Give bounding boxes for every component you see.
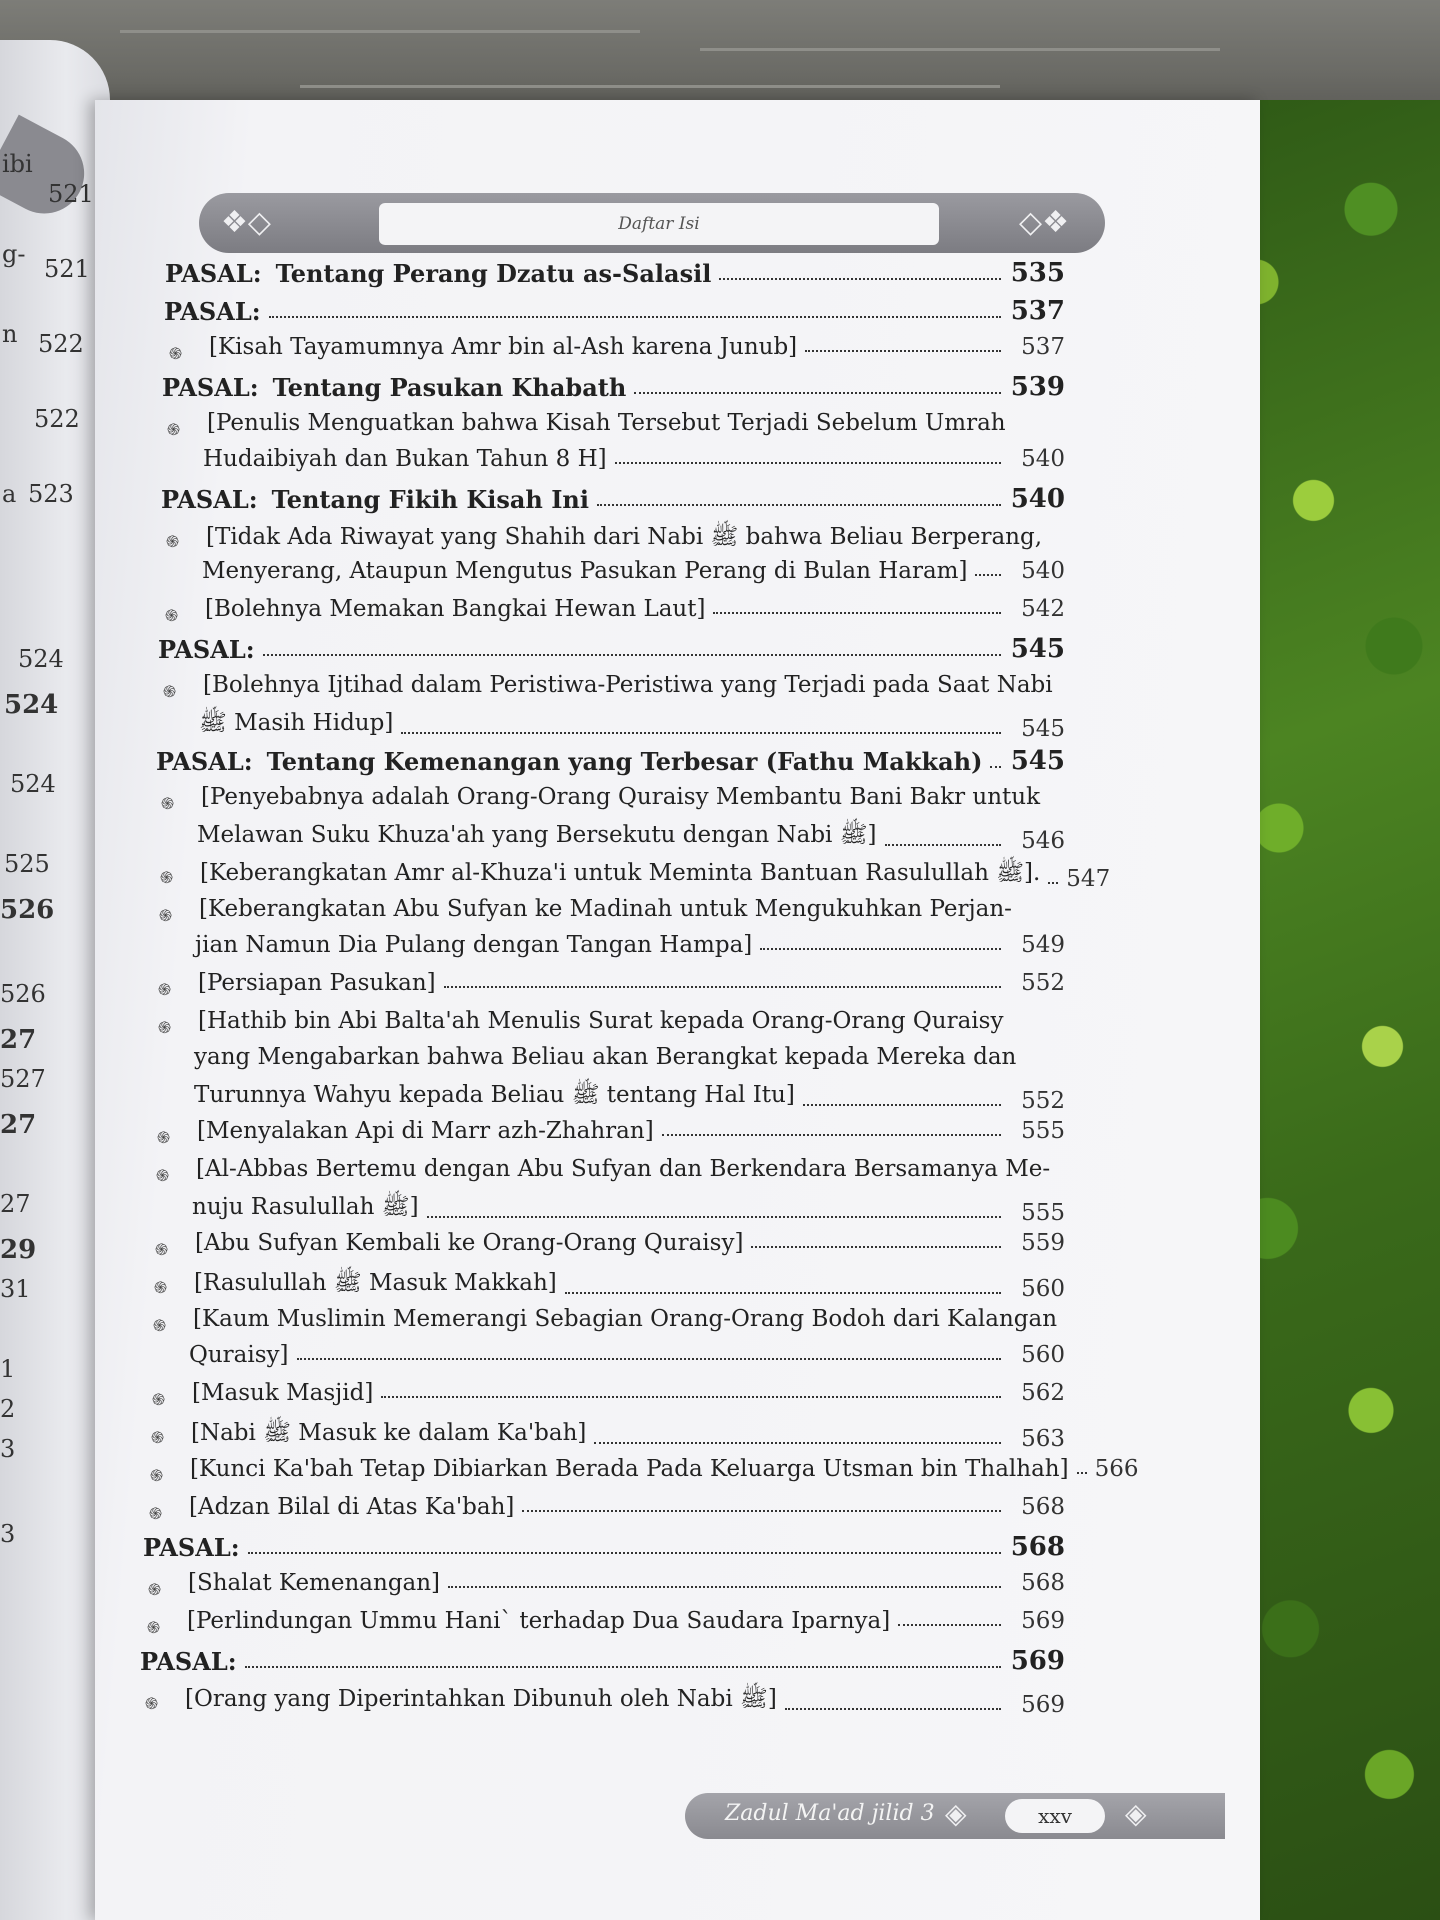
dot-leader	[662, 1134, 1001, 1136]
dot-leader	[401, 732, 1001, 734]
dot-leader	[803, 1104, 1001, 1106]
bullet-icon: ֍	[161, 794, 175, 813]
wall-brick-line	[120, 30, 640, 33]
page-ref: 552	[1021, 970, 1065, 996]
dot-leader	[594, 1442, 1001, 1444]
previous-page-number: 27	[0, 1025, 37, 1055]
toc-entry-line: [Keberangkatan Abu Sufyan ke Madinah untuk Mengukuhkan Perjan-	[199, 896, 1012, 922]
dot-leader	[1048, 882, 1058, 884]
page-ref: 549	[1021, 932, 1065, 958]
bullet-icon: ֍	[153, 1316, 167, 1335]
dot-leader	[448, 1586, 1001, 1588]
dot-leader	[381, 1396, 1001, 1398]
dot-leader	[785, 1708, 1001, 1710]
chapter-label: PASAL:	[143, 1533, 240, 1562]
previous-page	[0, 40, 110, 1920]
flourish-left-icon: ❖◇	[221, 205, 271, 240]
dot-leader	[713, 612, 1001, 614]
book-title: Zadul Ma'ad jilid 3	[725, 1801, 935, 1826]
toc-entry-row[interactable]	[191, 1418, 1065, 1452]
toc-chapter-row[interactable]	[156, 746, 1065, 776]
chapter-label: PASAL:	[165, 259, 262, 288]
dot-leader	[245, 1666, 1001, 1668]
dot-leader	[248, 1552, 1001, 1554]
toc-entry-line: Quraisy]	[189, 1342, 289, 1368]
dot-leader	[898, 1624, 1001, 1626]
previous-page-number: 27	[0, 1190, 31, 1218]
page-ref: 559	[1021, 1230, 1065, 1256]
previous-page-number: 525	[4, 850, 50, 878]
toc-entry-line: [Perlindungan Ummu Hani` terhadap Dua Saudara Iparnya]	[187, 1608, 891, 1634]
page-ref: 537	[1010, 296, 1065, 326]
bullet-icon: ֍	[160, 868, 174, 887]
dot-leader	[263, 654, 1001, 656]
page-ref: 560	[1021, 1342, 1065, 1368]
dot-leader	[444, 986, 1001, 988]
page-number: xxv	[1005, 1799, 1105, 1833]
toc-entry-row[interactable]	[195, 932, 1065, 958]
page-ref: 552	[1021, 1088, 1065, 1114]
toc-entry-row[interactable]	[209, 334, 1065, 360]
toc-entry-line: Melawan Suku Khuza'ah yang Bersekutu dengan Nabi ﷺ]	[197, 822, 877, 848]
chapter-label: PASAL:	[162, 373, 259, 402]
chapter-title: Tentang Pasukan Khabath	[272, 373, 627, 402]
wall-brick-line	[700, 48, 1220, 51]
previous-page-number: 526	[0, 980, 46, 1008]
toc-entry-line: [Menyalakan Api di Marr azh-Zhahran]	[197, 1118, 654, 1144]
bullet-icon: ֍	[167, 420, 181, 439]
toc-entry-line: [Abu Sufyan Kembali ke Orang-Orang Quraisy]	[195, 1230, 744, 1256]
page-ref: 545	[1010, 746, 1065, 776]
chapter-label: PASAL:	[156, 747, 253, 776]
previous-page-number: 1	[0, 1355, 16, 1383]
toc-entry-line: [Penulis Menguatkan bahwa Kisah Tersebut Terjadi Sebelum Umrah	[207, 410, 1006, 436]
page-ref: 540	[1010, 484, 1065, 514]
toc-entry-line: [Persiapan Pasukan]	[198, 970, 436, 996]
toc-entry-line: [Orang yang Diperintahkan Dibunuh oleh Nabi ﷺ]	[185, 1686, 777, 1712]
dot-leader	[597, 504, 1001, 506]
previous-page-number: 521	[44, 255, 90, 283]
previous-page-number: 522	[34, 405, 80, 433]
previous-page-text-fragment: ibi	[2, 150, 33, 178]
dot-leader	[1077, 1472, 1087, 1474]
page-ref: 563	[1021, 1426, 1065, 1452]
chapter-label: PASAL:	[140, 1647, 237, 1676]
toc-entry-row[interactable]	[194, 1080, 1065, 1114]
bullet-icon: ֍	[155, 1240, 169, 1259]
toc-chapter-row[interactable]	[165, 258, 1065, 288]
toc-entry-line: [Hathib bin Abi Balta'ah Menulis Surat kepada Orang-Orang Quraisy	[198, 1008, 1004, 1034]
toc-entry-row[interactable]	[198, 970, 1065, 996]
dot-leader	[751, 1246, 1001, 1248]
toc-entry-row[interactable]	[197, 1118, 1065, 1144]
toc-entry-line: [Bolehnya Ijtihad dalam Peristiwa-Peristiwa yang Terjadi pada Saat Nabi	[203, 672, 1053, 698]
previous-page-number: 524	[4, 690, 59, 720]
page-title: Daftar Isi	[618, 214, 700, 234]
previous-page-number: 521	[48, 180, 94, 208]
toc-entry-row[interactable]	[205, 596, 1065, 622]
page-ref: 545	[1021, 716, 1065, 742]
dot-leader	[990, 766, 1001, 768]
page-ref: 569	[1021, 1692, 1065, 1718]
toc-entry-row[interactable]	[199, 708, 1065, 742]
page-ref: 555	[1021, 1200, 1065, 1226]
previous-page-number: 524	[18, 645, 64, 673]
page-footer	[685, 1793, 1225, 1839]
toc-page	[95, 100, 1260, 1920]
toc-entry-row[interactable]	[189, 1342, 1065, 1368]
previous-page-number: 527	[0, 1065, 46, 1093]
bullet-icon: ֍	[157, 1128, 171, 1147]
toc-entry-row[interactable]	[187, 1608, 1065, 1634]
bullet-icon: ֍	[149, 1504, 163, 1523]
toc-entry-row[interactable]	[200, 858, 1111, 892]
bullet-icon: ֍	[169, 344, 183, 363]
dot-leader	[427, 1216, 1001, 1218]
page-ref: 568	[1010, 1532, 1065, 1562]
previous-page-number: 2	[0, 1395, 16, 1423]
toc-entry-row[interactable]	[195, 1230, 1065, 1256]
toc-entry-line: [Al-Abbas Bertemu dengan Abu Sufyan dan Berkendara Bersamanya Me-	[196, 1156, 1051, 1182]
dot-leader	[719, 278, 1001, 280]
dot-leader	[634, 392, 1001, 394]
page-ref: 540	[1021, 446, 1065, 472]
page-ref: 569	[1021, 1608, 1065, 1634]
flourish-right-icon: ◈	[1125, 1797, 1147, 1830]
bullet-icon: ֍	[166, 532, 180, 551]
dot-leader	[975, 574, 1001, 576]
dot-leader	[565, 1292, 1001, 1294]
previous-page-number: 27	[0, 1110, 37, 1140]
dot-leader	[760, 948, 1001, 950]
toc-entry-line: Menyerang, Ataupun Mengutus Pasukan Perang di Bulan Haram]	[202, 558, 968, 584]
chapter-title: Tentang Fikih Kisah Ini	[271, 485, 589, 514]
toc-entry-line: [Keberangkatan Amr al-Khuza'i untuk Meminta Bantuan Rasulullah ﷺ].	[200, 860, 1041, 886]
toc-entry-line: [Rasulullah ﷺ Masuk Makkah]	[194, 1270, 557, 1296]
page-ref: 555	[1021, 1118, 1065, 1144]
toc-entry-line: [Penyebabnya adalah Orang-Orang Quraisy Membantu Bani Bakr untuk	[201, 784, 1041, 810]
page-ref: 566	[1094, 1456, 1139, 1482]
previous-page-number: 3	[0, 1520, 16, 1548]
toc-entry-line: [Bolehnya Memakan Bangkai Hewan Laut]	[205, 596, 706, 622]
dot-leader	[522, 1510, 1001, 1512]
chapter-title: Tentang Kemenangan yang Terbesar (Fathu Makkah)	[266, 747, 983, 776]
toc-chapter-row[interactable]	[143, 1532, 1065, 1562]
page-ref: 568	[1021, 1494, 1065, 1520]
bullet-icon: ֍	[159, 906, 173, 925]
page-header	[199, 193, 1105, 253]
toc-entry-row[interactable]	[190, 1456, 1139, 1482]
bullet-icon: ֍	[147, 1618, 161, 1637]
previous-page-number: 31	[0, 1275, 31, 1303]
toc-entry-line: yang Mengabarkan bahwa Beliau akan Berangkat kepada Mereka dan	[194, 1044, 1017, 1070]
page-ref: 569	[1010, 1646, 1065, 1676]
wall-brick-line	[300, 85, 1000, 88]
bullet-icon: ֍	[145, 1694, 159, 1713]
bullet-icon: ֍	[152, 1390, 166, 1409]
bullet-icon: ֍	[151, 1428, 165, 1447]
page-ref: 535	[1010, 258, 1065, 288]
page-ref: 560	[1021, 1276, 1065, 1302]
page-ref: 542	[1021, 596, 1065, 622]
previous-page-number: 29	[0, 1235, 37, 1265]
page-ref: 539	[1010, 372, 1065, 402]
toc-entry-row[interactable]	[202, 558, 1065, 584]
previous-page-number: 526	[0, 895, 55, 925]
toc-chapter-row[interactable]	[164, 296, 1065, 326]
previous-page-text-fragment: n	[2, 320, 18, 348]
toc-entry-row[interactable]	[185, 1684, 1065, 1718]
toc-entry-line: [Adzan Bilal di Atas Ka'bah]	[189, 1494, 515, 1520]
toc-entry-row[interactable]	[192, 1380, 1065, 1406]
toc-entry-row[interactable]	[192, 1192, 1065, 1226]
page-ref: 562	[1021, 1380, 1065, 1406]
toc-entry-row[interactable]	[188, 1570, 1065, 1596]
toc-entry-line: Hudaibiyah dan Bukan Tahun 8 H]	[203, 446, 607, 472]
toc-entry-line: jian Namun Dia Pulang dengan Tangan Hampa]	[195, 932, 753, 958]
page-ref: 540	[1021, 558, 1065, 584]
bullet-icon: ֍	[148, 1580, 162, 1599]
bullet-icon: ֍	[163, 682, 177, 701]
toc-chapter-row[interactable]	[140, 1646, 1065, 1676]
bullet-icon: ֍	[158, 1018, 172, 1037]
dot-leader	[297, 1358, 1001, 1360]
toc-entry-line: [Shalat Kemenangan]	[188, 1570, 441, 1596]
previous-page-text-fragment: a	[2, 480, 17, 508]
toc-entry-line: [Nabi ﷺ Masuk ke dalam Ka'bah]	[191, 1420, 587, 1446]
toc-chapter-row[interactable]	[161, 484, 1065, 514]
flourish-left-icon: ◈	[945, 1797, 967, 1830]
toc-chapter-row[interactable]	[162, 372, 1065, 402]
dot-leader	[269, 316, 1001, 318]
previous-page-number: 523	[28, 480, 74, 508]
bullet-icon: ֍	[165, 606, 179, 625]
chapter-label: PASAL:	[161, 485, 258, 514]
toc-entry-line: [Kaum Muslimin Memerangi Sebagian Orang-Orang Bodoh dari Kalangan	[193, 1306, 1058, 1332]
flourish-right-icon: ◇❖	[1019, 205, 1069, 240]
page-ref: 545	[1010, 634, 1065, 664]
previous-page-number: 522	[38, 330, 84, 358]
previous-page-text-fragment: g-	[2, 240, 26, 268]
toc-entry-line: Turunnya Wahyu kepada Beliau ﷺ tentang Hal Itu]	[194, 1082, 795, 1108]
chapter-label: PASAL:	[164, 297, 261, 326]
toc-entry-line: [Kunci Ka'bah Tetap Dibiarkan Berada Pada Keluarga Utsman bin Thalhah]	[190, 1456, 1069, 1482]
toc-entry-line: ﷺ Masih Hidup]	[199, 710, 394, 736]
toc-entry-line: [Masuk Masjid]	[192, 1380, 374, 1406]
toc-chapter-row[interactable]	[158, 634, 1065, 664]
page-ref: 568	[1021, 1570, 1065, 1596]
toc-entry-row[interactable]	[189, 1494, 1065, 1520]
page-ref: 547	[1066, 866, 1111, 892]
toc-entry-line: nuju Rasulullah ﷺ]	[192, 1194, 419, 1220]
bullet-icon: ֍	[156, 1166, 170, 1185]
toc-entry-row[interactable]	[197, 820, 1065, 854]
page-ref: 537	[1021, 334, 1065, 360]
chapter-label: PASAL:	[158, 635, 255, 664]
toc-entry-line: [Tidak Ada Riwayat yang Shahih dari Nabi ﷺ bahwa Beliau Berperang,	[206, 524, 1043, 550]
header-label-box	[379, 203, 939, 245]
toc-entry-row[interactable]	[194, 1268, 1065, 1302]
previous-page-number: 524	[10, 770, 56, 798]
bullet-icon: ֍	[150, 1466, 164, 1485]
previous-page-number: 3	[0, 1435, 16, 1463]
toc-entry-line: [Kisah Tayamumnya Amr bin al-Ash karena Junub]	[209, 334, 798, 360]
dot-leader	[885, 844, 1002, 846]
dot-leader	[615, 462, 1001, 464]
dot-leader	[805, 350, 1001, 352]
page-ref: 546	[1021, 828, 1065, 854]
bullet-icon: ֍	[154, 1278, 168, 1297]
bullet-icon: ֍	[158, 980, 172, 999]
toc-entry-row[interactable]	[203, 446, 1065, 472]
chapter-title: Tentang Perang Dzatu as-Salasil	[275, 259, 712, 288]
